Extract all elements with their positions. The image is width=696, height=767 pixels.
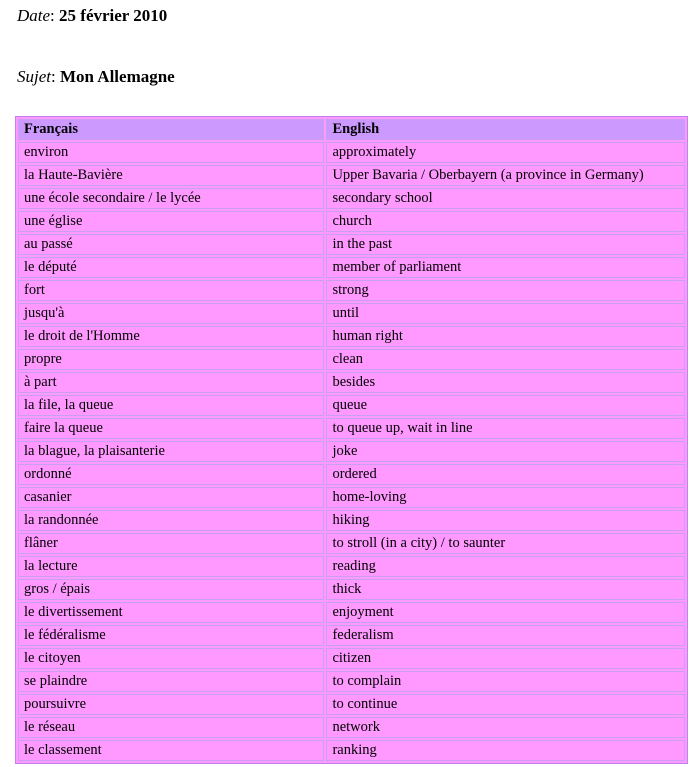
header-english: English xyxy=(326,119,685,140)
cell-french: gros / épais xyxy=(18,579,324,600)
cell-french: environ xyxy=(18,142,324,163)
cell-french: le citoyen xyxy=(18,648,324,669)
cell-french: la lecture xyxy=(18,556,324,577)
table-row xyxy=(18,602,685,623)
table-row xyxy=(18,579,685,600)
table-row xyxy=(18,234,685,255)
cell-french: au passé xyxy=(18,234,324,255)
date-value: 25 février 2010 xyxy=(59,6,168,25)
cell-english: federalism xyxy=(326,625,685,646)
table-row xyxy=(18,303,685,324)
cell-french: poursuivre xyxy=(18,694,324,715)
table-row xyxy=(18,372,685,393)
cell-french: faire la queue xyxy=(18,418,324,439)
cell-french: jusqu'à xyxy=(18,303,324,324)
cell-english: church xyxy=(326,211,685,232)
table-row xyxy=(18,188,685,209)
table-row xyxy=(18,648,685,669)
cell-french: fort xyxy=(18,280,324,301)
cell-french: une église xyxy=(18,211,324,232)
table-row xyxy=(18,487,685,508)
table-row xyxy=(18,533,685,554)
table-row xyxy=(18,326,685,347)
subject-value: Mon Allemagne xyxy=(59,67,175,86)
cell-english: home-loving xyxy=(326,487,685,508)
cell-french: la Haute-Bavière xyxy=(18,165,324,186)
cell-english: Upper Bavaria / Oberbayern (a province in Germany) xyxy=(326,165,685,186)
cell-english: ordered xyxy=(326,464,685,485)
cell-french: se plaindre xyxy=(18,671,324,692)
cell-french: le classement xyxy=(18,740,324,761)
subject-line: Sujet: Mon Allemagne xyxy=(17,67,175,86)
date-line: Date: 25 février 2010 xyxy=(17,6,168,25)
cell-french: propre xyxy=(18,349,324,370)
cell-english: network xyxy=(326,717,685,738)
table-row xyxy=(18,671,685,692)
table-row xyxy=(18,717,685,738)
table-row xyxy=(18,510,685,531)
cell-english: to queue up, wait in line xyxy=(326,418,685,439)
cell-english: to continue xyxy=(326,694,685,715)
table-row xyxy=(18,280,685,301)
table-row xyxy=(18,464,685,485)
cell-french: le réseau xyxy=(18,717,324,738)
table-row xyxy=(18,625,685,646)
cell-english: citizen xyxy=(326,648,685,669)
cell-english: besides xyxy=(326,372,685,393)
cell-english: secondary school xyxy=(326,188,685,209)
cell-english: to stroll (in a city) / to saunter xyxy=(326,533,685,554)
table-row xyxy=(18,740,685,761)
table-row xyxy=(18,395,685,416)
header-french: Français xyxy=(18,119,324,140)
table-row xyxy=(18,165,685,186)
cell-english: in the past xyxy=(326,234,685,255)
cell-english: until xyxy=(326,303,685,324)
cell-french: le divertissement xyxy=(18,602,324,623)
cell-english: strong xyxy=(326,280,685,301)
cell-english: member of parliament xyxy=(326,257,685,278)
subject-label: Sujet xyxy=(17,67,51,86)
vocabulary-table xyxy=(15,116,688,764)
cell-english: ranking xyxy=(326,740,685,761)
cell-french: le député xyxy=(18,257,324,278)
cell-french: casanier xyxy=(18,487,324,508)
table-row xyxy=(18,349,685,370)
cell-english: thick xyxy=(326,579,685,600)
cell-english: joke xyxy=(326,441,685,462)
cell-english: human right xyxy=(326,326,685,347)
table-row xyxy=(18,556,685,577)
cell-french: la blague, la plaisanterie xyxy=(18,441,324,462)
cell-french: la randonnée xyxy=(18,510,324,531)
table-row xyxy=(18,211,685,232)
table-row xyxy=(18,441,685,462)
date-label: Date xyxy=(17,6,51,25)
cell-english: reading xyxy=(326,556,685,577)
cell-french: ordonné xyxy=(18,464,324,485)
table-row xyxy=(18,142,685,163)
cell-english: enjoyment xyxy=(326,602,685,623)
cell-english: hiking xyxy=(326,510,685,531)
cell-french: le fédéralisme xyxy=(18,625,324,646)
cell-french: flâner xyxy=(18,533,324,554)
table-header-row xyxy=(18,119,685,140)
cell-english: to complain xyxy=(326,671,685,692)
cell-english: queue xyxy=(326,395,685,416)
table-body xyxy=(18,142,685,761)
cell-english: approximately xyxy=(326,142,685,163)
table-row xyxy=(18,418,685,439)
cell-french: la file, la queue xyxy=(18,395,324,416)
cell-french: à part xyxy=(18,372,324,393)
table-row xyxy=(18,257,685,278)
cell-french: une école secondaire / le lycée xyxy=(18,188,324,209)
cell-french: le droit de l'Homme xyxy=(18,326,324,347)
table-row xyxy=(18,694,685,715)
cell-english: clean xyxy=(326,349,685,370)
